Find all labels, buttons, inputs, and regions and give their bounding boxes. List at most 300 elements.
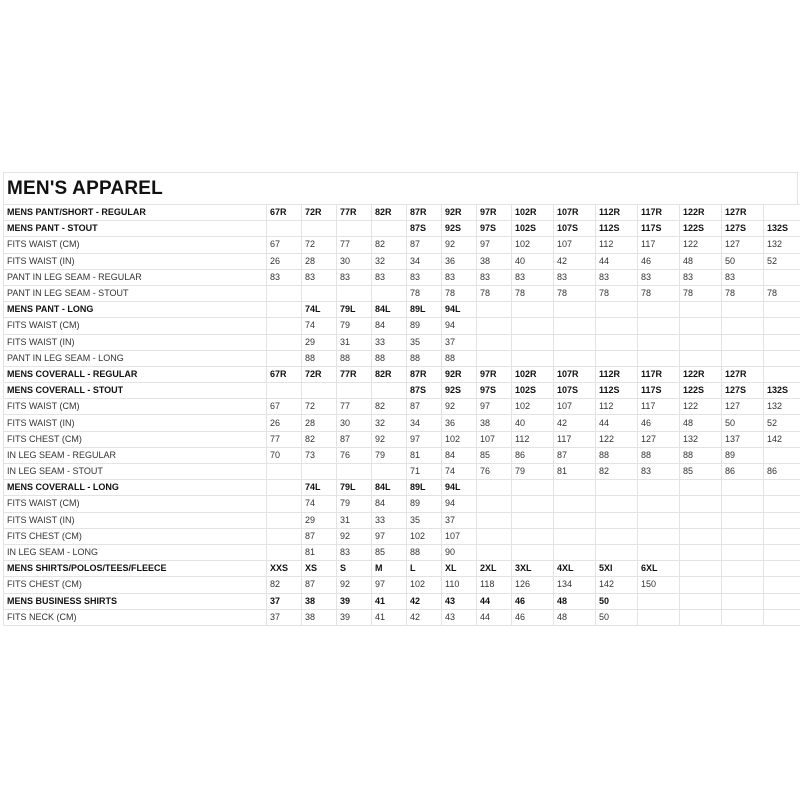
table-row — [4, 350, 800, 366]
table-cell: 127 — [638, 431, 680, 447]
table-cell: 87S — [407, 383, 442, 399]
table-cell: 83 — [596, 269, 638, 285]
table-cell: 29 — [302, 512, 337, 528]
table-cell — [267, 334, 302, 350]
table-cell: 44 — [596, 415, 638, 431]
table-cell: 87 — [407, 237, 442, 253]
table-cell — [554, 528, 596, 544]
table-cell: 82R — [372, 366, 407, 382]
table-cell: 112R — [596, 205, 638, 221]
table-cell: 38 — [477, 415, 512, 431]
page-title: MEN'S APPAREL — [3, 172, 798, 204]
table-cell: M — [372, 561, 407, 577]
table-cell — [554, 544, 596, 560]
table-section-header-row — [4, 302, 800, 318]
table-cell — [680, 577, 722, 593]
table-cell: 67R — [267, 205, 302, 221]
table-cell — [764, 366, 800, 382]
row-label-cell: FITS WAIST (CM) — [4, 496, 267, 512]
table-cell: 107S — [554, 221, 596, 237]
table-cell: 94 — [442, 496, 477, 512]
table-cell — [477, 334, 512, 350]
table-cell: 112 — [596, 237, 638, 253]
table-cell: 127R — [722, 205, 764, 221]
table-cell: 127 — [722, 237, 764, 253]
table-cell — [638, 302, 680, 318]
table-cell: 117 — [638, 399, 680, 415]
table-cell: 84L — [372, 302, 407, 318]
table-cell: 79 — [512, 464, 554, 480]
table-cell: 107 — [477, 431, 512, 447]
table-cell — [722, 544, 764, 560]
table-cell — [477, 302, 512, 318]
table-cell: 3XL — [512, 561, 554, 577]
table-cell: 78 — [596, 285, 638, 301]
table-cell — [764, 528, 800, 544]
table-cell — [302, 285, 337, 301]
table-cell: 76 — [337, 447, 372, 463]
table-cell: 77R — [337, 205, 372, 221]
table-cell — [596, 302, 638, 318]
table-cell: 79 — [337, 496, 372, 512]
table-cell: 132 — [680, 431, 722, 447]
table-cell: 35 — [407, 512, 442, 528]
table-cell: 132S — [764, 221, 800, 237]
table-cell — [267, 318, 302, 334]
table-cell: 83 — [722, 269, 764, 285]
table-cell: 88 — [302, 350, 337, 366]
table-cell: 82R — [372, 205, 407, 221]
table-cell: 88 — [407, 350, 442, 366]
table-cell — [722, 480, 764, 496]
table-cell: 74 — [442, 464, 477, 480]
table-cell: 78 — [512, 285, 554, 301]
table-cell: 87R — [407, 366, 442, 382]
table-cell: 32 — [372, 415, 407, 431]
table-cell — [596, 512, 638, 528]
table-cell — [372, 221, 407, 237]
table-cell: 92 — [442, 399, 477, 415]
table-cell — [764, 318, 800, 334]
table-cell — [680, 302, 722, 318]
table-cell: 82 — [596, 464, 638, 480]
table-cell: 107R — [554, 366, 596, 382]
table-cell: 87S — [407, 221, 442, 237]
table-cell — [267, 302, 302, 318]
table-cell — [512, 544, 554, 560]
table-cell — [764, 577, 800, 593]
table-cell: 78 — [554, 285, 596, 301]
table-cell: 81 — [554, 464, 596, 480]
table-cell: 92S — [442, 383, 477, 399]
table-cell — [764, 609, 800, 625]
table-cell: 46 — [512, 593, 554, 609]
table-cell: 92R — [442, 366, 477, 382]
row-label-cell: MENS SHIRTS/POLOS/TEES/FLEECE — [4, 561, 267, 577]
table-cell: 82 — [302, 431, 337, 447]
table-cell: 107 — [442, 528, 477, 544]
table-cell: 102S — [512, 383, 554, 399]
table-cell — [680, 512, 722, 528]
table-cell: 134 — [554, 577, 596, 593]
table-cell — [638, 512, 680, 528]
table-cell — [267, 528, 302, 544]
table-cell: 89L — [407, 480, 442, 496]
table-cell — [764, 561, 800, 577]
table-cell — [722, 496, 764, 512]
table-row — [4, 285, 800, 301]
table-cell: 83 — [407, 269, 442, 285]
table-cell: 38 — [477, 253, 512, 269]
row-label-cell: MENS COVERALL - STOUT — [4, 383, 267, 399]
table-cell: 26 — [267, 415, 302, 431]
size-table — [3, 204, 800, 626]
table-cell — [764, 205, 800, 221]
table-cell: 83 — [680, 269, 722, 285]
row-label-cell: FITS WAIST (IN) — [4, 512, 267, 528]
table-cell: 117R — [638, 366, 680, 382]
table-cell: 43 — [442, 593, 477, 609]
table-cell: 84 — [442, 447, 477, 463]
table-cell — [596, 318, 638, 334]
table-cell: 67 — [267, 399, 302, 415]
table-cell: 30 — [337, 253, 372, 269]
table-cell: 92S — [442, 221, 477, 237]
table-cell: 38 — [302, 609, 337, 625]
table-cell — [337, 221, 372, 237]
table-cell — [722, 334, 764, 350]
table-cell — [512, 480, 554, 496]
table-cell: 78 — [638, 285, 680, 301]
table-cell — [680, 561, 722, 577]
table-cell: 88 — [372, 350, 407, 366]
table-cell — [680, 334, 722, 350]
table-cell: 78 — [407, 285, 442, 301]
table-cell: 88 — [680, 447, 722, 463]
table-cell: 94L — [442, 480, 477, 496]
table-cell: 117S — [638, 383, 680, 399]
table-cell: 112S — [596, 383, 638, 399]
table-cell — [554, 512, 596, 528]
table-cell: 117 — [554, 431, 596, 447]
table-cell — [267, 480, 302, 496]
table-cell — [477, 544, 512, 560]
row-label-cell: PANT IN LEG SEAM - STOUT — [4, 285, 267, 301]
table-cell: 40 — [512, 253, 554, 269]
table-row — [4, 269, 800, 285]
table-cell: 85 — [680, 464, 722, 480]
table-cell: 78 — [680, 285, 722, 301]
table-cell: 122 — [680, 237, 722, 253]
table-row — [4, 464, 800, 480]
table-cell: XL — [442, 561, 477, 577]
table-section-header-row — [4, 480, 800, 496]
table-cell — [680, 480, 722, 496]
table-cell: 42 — [554, 415, 596, 431]
table-cell: 50 — [596, 609, 638, 625]
table-cell — [267, 221, 302, 237]
table-cell: 72R — [302, 366, 337, 382]
table-cell: 50 — [722, 253, 764, 269]
table-cell: 102 — [407, 577, 442, 593]
table-cell: 84 — [372, 318, 407, 334]
table-cell — [512, 334, 554, 350]
table-cell — [722, 302, 764, 318]
table-cell: 94 — [442, 318, 477, 334]
table-cell — [372, 464, 407, 480]
table-cell: 78 — [442, 285, 477, 301]
table-cell: 44 — [477, 593, 512, 609]
table-cell: 102 — [512, 399, 554, 415]
table-cell: 33 — [372, 512, 407, 528]
table-cell: 52 — [764, 253, 800, 269]
table-cell: 77R — [337, 366, 372, 382]
table-cell — [722, 512, 764, 528]
table-cell: 92 — [372, 431, 407, 447]
table-cell: 37 — [267, 609, 302, 625]
table-cell — [680, 528, 722, 544]
table-cell: 72 — [302, 237, 337, 253]
table-cell — [596, 496, 638, 512]
table-cell: 85 — [372, 544, 407, 560]
table-cell: 31 — [337, 334, 372, 350]
table-row — [4, 577, 800, 593]
table-cell: 2XL — [477, 561, 512, 577]
table-cell: 86 — [722, 464, 764, 480]
table-cell — [372, 383, 407, 399]
row-label-cell: MENS PANT - STOUT — [4, 221, 267, 237]
table-cell: 83 — [337, 269, 372, 285]
table-cell — [722, 350, 764, 366]
table-cell — [722, 528, 764, 544]
table-cell: 87 — [407, 399, 442, 415]
table-cell: 83 — [477, 269, 512, 285]
table-cell — [596, 544, 638, 560]
table-cell: 82 — [372, 237, 407, 253]
table-cell: 29 — [302, 334, 337, 350]
row-label-cell: IN LEG SEAM - LONG — [4, 544, 267, 560]
table-row — [4, 609, 800, 625]
table-cell: 77 — [337, 237, 372, 253]
table-section-header-row — [4, 366, 800, 382]
table-cell: 122 — [680, 399, 722, 415]
table-cell — [512, 318, 554, 334]
table-cell — [372, 285, 407, 301]
table-cell — [337, 285, 372, 301]
table-cell — [554, 302, 596, 318]
table-cell — [764, 334, 800, 350]
table-cell: 117 — [638, 237, 680, 253]
size-chart — [3, 172, 798, 626]
table-cell: 87R — [407, 205, 442, 221]
table-cell: 74 — [302, 318, 337, 334]
row-label-cell: MENS COVERALL - REGULAR — [4, 366, 267, 382]
row-label-cell: FITS CHEST (CM) — [4, 528, 267, 544]
table-cell — [764, 302, 800, 318]
table-cell: 126 — [512, 577, 554, 593]
table-cell: 83 — [442, 269, 477, 285]
table-cell: 89 — [407, 496, 442, 512]
table-cell — [267, 544, 302, 560]
table-cell: 6XL — [638, 561, 680, 577]
table-cell: 84L — [372, 480, 407, 496]
table-cell: 41 — [372, 593, 407, 609]
table-cell: 87 — [302, 528, 337, 544]
table-cell: 44 — [477, 609, 512, 625]
table-cell: 85 — [477, 447, 512, 463]
table-cell — [638, 480, 680, 496]
table-cell: 40 — [512, 415, 554, 431]
table-cell: 132 — [764, 237, 800, 253]
row-label-cell: FITS WAIST (CM) — [4, 399, 267, 415]
table-cell: 71 — [407, 464, 442, 480]
table-cell: 74L — [302, 302, 337, 318]
table-cell — [764, 512, 800, 528]
row-label-cell: FITS WAIST (IN) — [4, 253, 267, 269]
table-cell: 88 — [596, 447, 638, 463]
table-cell: 89 — [407, 318, 442, 334]
table-cell: 34 — [407, 415, 442, 431]
table-cell: 107 — [554, 399, 596, 415]
table-cell: 94L — [442, 302, 477, 318]
table-cell: 107 — [554, 237, 596, 253]
table-cell — [722, 593, 764, 609]
table-cell: 39 — [337, 593, 372, 609]
table-cell: XS — [302, 561, 337, 577]
table-cell: 72 — [302, 399, 337, 415]
table-cell: 81 — [302, 544, 337, 560]
table-cell — [764, 496, 800, 512]
table-cell: 50 — [596, 593, 638, 609]
table-cell: 87 — [554, 447, 596, 463]
table-cell — [477, 318, 512, 334]
table-cell — [554, 480, 596, 496]
table-cell: 97 — [477, 237, 512, 253]
table-cell: 84 — [372, 496, 407, 512]
table-cell: 82 — [267, 577, 302, 593]
table-cell: 79 — [372, 447, 407, 463]
table-cell: 102 — [442, 431, 477, 447]
table-cell — [638, 544, 680, 560]
table-cell: 132S — [764, 383, 800, 399]
table-cell — [680, 350, 722, 366]
table-cell: 122 — [596, 431, 638, 447]
table-cell: 90 — [442, 544, 477, 560]
table-row — [4, 237, 800, 253]
table-cell: 83 — [372, 269, 407, 285]
table-cell: 122R — [680, 366, 722, 382]
table-cell: 83 — [302, 269, 337, 285]
table-cell: 127S — [722, 221, 764, 237]
table-cell: 42 — [554, 253, 596, 269]
table-cell — [638, 593, 680, 609]
table-cell — [680, 318, 722, 334]
table-cell — [596, 480, 638, 496]
table-cell: 107S — [554, 383, 596, 399]
table-cell — [337, 464, 372, 480]
table-cell: 46 — [638, 253, 680, 269]
table-cell: 107R — [554, 205, 596, 221]
row-label-cell: FITS CHEST (CM) — [4, 577, 267, 593]
table-cell: 79L — [337, 480, 372, 496]
table-cell: 137 — [722, 431, 764, 447]
table-cell — [764, 480, 800, 496]
table-cell: 83 — [554, 269, 596, 285]
table-cell: 142 — [596, 577, 638, 593]
table-cell: 88 — [407, 544, 442, 560]
table-cell: 88 — [638, 447, 680, 463]
table-cell — [267, 383, 302, 399]
table-cell — [477, 350, 512, 366]
table-cell: 102 — [407, 528, 442, 544]
table-cell: 110 — [442, 577, 477, 593]
table-cell: 102R — [512, 366, 554, 382]
table-cell: 28 — [302, 415, 337, 431]
table-cell — [638, 350, 680, 366]
table-cell — [554, 318, 596, 334]
table-cell — [680, 609, 722, 625]
table-cell: 122S — [680, 383, 722, 399]
size-table-body — [4, 205, 800, 626]
table-cell: 97R — [477, 205, 512, 221]
table-cell: 112 — [512, 431, 554, 447]
table-cell — [722, 609, 764, 625]
table-cell — [267, 512, 302, 528]
table-cell — [302, 221, 337, 237]
table-cell: 36 — [442, 415, 477, 431]
table-cell — [764, 593, 800, 609]
row-label-cell: PANT IN LEG SEAM - REGULAR — [4, 269, 267, 285]
table-cell — [638, 334, 680, 350]
row-label-cell: FITS WAIST (CM) — [4, 318, 267, 334]
table-cell: 48 — [680, 415, 722, 431]
table-section-header-row — [4, 561, 800, 577]
table-cell — [337, 383, 372, 399]
row-label-cell: IN LEG SEAM - REGULAR — [4, 447, 267, 463]
table-section-header-row — [4, 221, 800, 237]
table-cell: 33 — [372, 334, 407, 350]
table-cell — [554, 334, 596, 350]
row-label-cell: PANT IN LEG SEAM - LONG — [4, 350, 267, 366]
table-cell — [267, 496, 302, 512]
table-cell — [764, 350, 800, 366]
table-row — [4, 415, 800, 431]
table-row — [4, 399, 800, 415]
table-cell: 78 — [722, 285, 764, 301]
row-label-cell: FITS CHEST (CM) — [4, 431, 267, 447]
table-cell: 83 — [512, 269, 554, 285]
table-cell: 76 — [477, 464, 512, 480]
table-cell: 37 — [267, 593, 302, 609]
table-cell: 43 — [442, 609, 477, 625]
row-label-cell: FITS WAIST (IN) — [4, 415, 267, 431]
table-cell: 4XL — [554, 561, 596, 577]
row-label-cell: FITS WAIST (IN) — [4, 334, 267, 350]
table-cell — [477, 528, 512, 544]
table-cell — [680, 544, 722, 560]
table-cell: 74 — [302, 496, 337, 512]
table-cell — [512, 528, 554, 544]
row-label-cell: MENS PANT/SHORT - REGULAR — [4, 205, 267, 221]
table-cell: 81 — [407, 447, 442, 463]
table-cell: 83 — [267, 269, 302, 285]
table-cell: 87 — [337, 431, 372, 447]
table-cell: 41 — [372, 609, 407, 625]
table-cell: 48 — [680, 253, 722, 269]
row-label-cell: FITS WAIST (CM) — [4, 237, 267, 253]
table-cell — [267, 464, 302, 480]
table-cell: 83 — [337, 544, 372, 560]
